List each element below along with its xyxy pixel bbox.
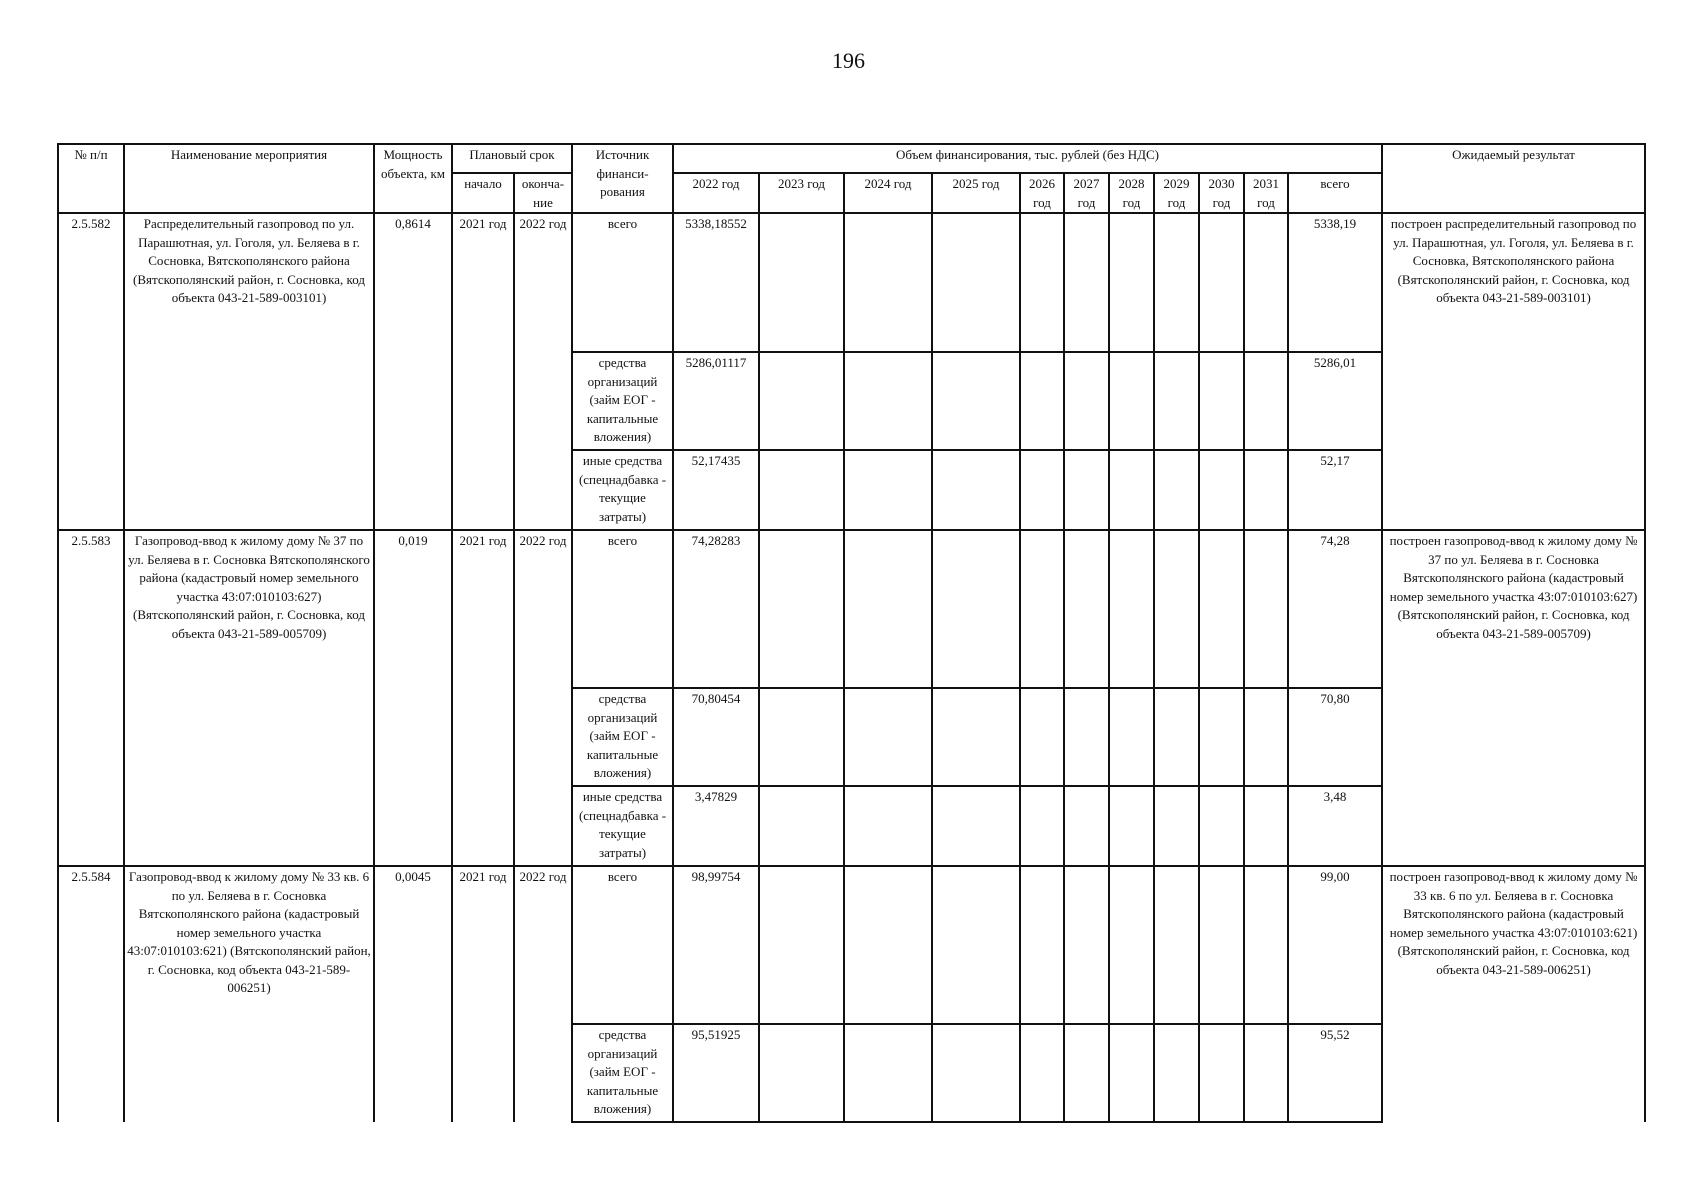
funding-table xyxy=(57,143,1646,1123)
col-result-header: Ожидаемый результат xyxy=(1382,144,1645,213)
year-header-2027: 2027 год xyxy=(1064,173,1109,213)
source-label: средства организаций (займ ЕОГ - капитальные вложения) xyxy=(572,688,673,786)
source-label: иные средства (спецнадбавка - текущие затраты) xyxy=(572,786,673,866)
year-header-2024: 2024 год xyxy=(844,173,932,213)
value-total: 5338,19 xyxy=(1288,213,1382,352)
row-num: 2.5.584 xyxy=(58,866,124,1122)
value-total: 5286,01 xyxy=(1288,352,1382,450)
year-header-2031: 2031 год xyxy=(1244,173,1288,213)
value-2022: 5286,01117 xyxy=(673,352,759,450)
row-result: построен распределительный газопровод по ул. Парашютная, ул. Гоголя, ул. Беляева в г. Сосновка, Вятскополянского района (Вятскополянский район, г. Сосновка, код объекта 043-21-589-003101) xyxy=(1382,213,1645,530)
year-header-2030: 2030 год xyxy=(1199,173,1244,213)
col-start-header: начало xyxy=(452,173,514,213)
col-source-header: Источник финанси-рования xyxy=(572,144,673,213)
row-capacity: 0,8614 xyxy=(374,213,452,530)
row-end: 2022 год xyxy=(514,530,572,866)
year-header-2028: 2028 год xyxy=(1109,173,1154,213)
year-header-2023: 2023 год xyxy=(759,173,844,213)
table-row xyxy=(58,530,1645,688)
row-name: Распределительный газопровод по ул. Парашютная, ул. Гоголя, ул. Беляева в г. Сосновка, Вятскополянского района (Вятскополянский район, г. Сосновка, код объекта 043-21-589-003101) xyxy=(124,213,374,530)
value-2022: 95,51925 xyxy=(673,1024,759,1122)
col-end-header: оконча-ние xyxy=(514,173,572,213)
row-name: Газопровод-ввод к жилому дому № 37 по ул. Беляева в г. Сосновка Вятскополянского района (кадастровый номер земельного участка 43:07:010103:627) (Вятскополянский район, г. Сосновка, код объекта 043-21-589-005709) xyxy=(124,530,374,866)
col-name-header: Наименование мероприятия xyxy=(124,144,374,213)
col-total-header: всего xyxy=(1288,173,1382,213)
row-num: 2.5.582 xyxy=(58,213,124,530)
value-2022: 5338,18552 xyxy=(673,213,759,352)
value-total: 74,28 xyxy=(1288,530,1382,688)
source-label: всего xyxy=(572,866,673,1024)
value-2022: 98,99754 xyxy=(673,866,759,1024)
col-capacity-header: Мощность объекта, км xyxy=(374,144,452,213)
row-start: 2021 год xyxy=(452,530,514,866)
row-num: 2.5.583 xyxy=(58,530,124,866)
value-2022: 70,80454 xyxy=(673,688,759,786)
source-label: средства организаций (займ ЕОГ - капитальные вложения) xyxy=(572,352,673,450)
value-total: 99,00 xyxy=(1288,866,1382,1024)
year-header-2029: 2029 год xyxy=(1154,173,1199,213)
row-result: построен газопровод-ввод к жилому дому № 37 по ул. Беляева в г. Сосновка Вятскополянского района (кадастровый номер земельного участка 43:07:010103:627) (Вятскополянский район, г. Сосновка, код объекта 043-21-589-005709) xyxy=(1382,530,1645,866)
year-header-2026: 2026 год xyxy=(1020,173,1064,213)
source-label: всего xyxy=(572,213,673,352)
col-funding-header: Объем финансирования, тыс. рублей (без НДС) xyxy=(673,144,1382,173)
value-2022: 52,17435 xyxy=(673,450,759,530)
header-row-1 xyxy=(58,144,1645,173)
value-total: 70,80 xyxy=(1288,688,1382,786)
row-start: 2021 год xyxy=(452,213,514,530)
value-2022: 3,47829 xyxy=(673,786,759,866)
row-end: 2022 год xyxy=(514,866,572,1122)
table-row xyxy=(58,866,1645,1024)
row-capacity: 0,0045 xyxy=(374,866,452,1122)
row-name: Газопровод-ввод к жилому дому № 33 кв. 6 по ул. Беляева в г. Сосновка Вятскополянского района (кадастровый номер земельного участка 43:07:010103:621) (Вятскополянский район, г. Сосновка, код объекта 043-21-589-006251) xyxy=(124,866,374,1122)
row-start: 2021 год xyxy=(452,866,514,1122)
value-total: 95,52 xyxy=(1288,1024,1382,1122)
source-label: средства организаций (займ ЕОГ - капитальные вложения) xyxy=(572,1024,673,1122)
year-header-2022: 2022 год xyxy=(673,173,759,213)
col-num-header: № п/п xyxy=(58,144,124,213)
col-period-header: Плановый срок xyxy=(452,144,572,173)
table-row xyxy=(58,213,1645,352)
row-end: 2022 год xyxy=(514,213,572,530)
source-label: всего xyxy=(572,530,673,688)
row-capacity: 0,019 xyxy=(374,530,452,866)
value-total: 3,48 xyxy=(1288,786,1382,866)
value-2022: 74,28283 xyxy=(673,530,759,688)
year-header-2025: 2025 год xyxy=(932,173,1020,213)
row-result: построен газопровод-ввод к жилому дому № 33 кв. 6 по ул. Беляева в г. Сосновка Вятскополянского района (кадастровый номер земельного участка 43:07:010103:621) (Вятскополянский район, г. Сосновка, код объекта 043-21-589-006251) xyxy=(1382,866,1645,1122)
value-total: 52,17 xyxy=(1288,450,1382,530)
page-number: 196 xyxy=(832,48,865,73)
source-label: иные средства (спецнадбавка - текущие затраты) xyxy=(572,450,673,530)
